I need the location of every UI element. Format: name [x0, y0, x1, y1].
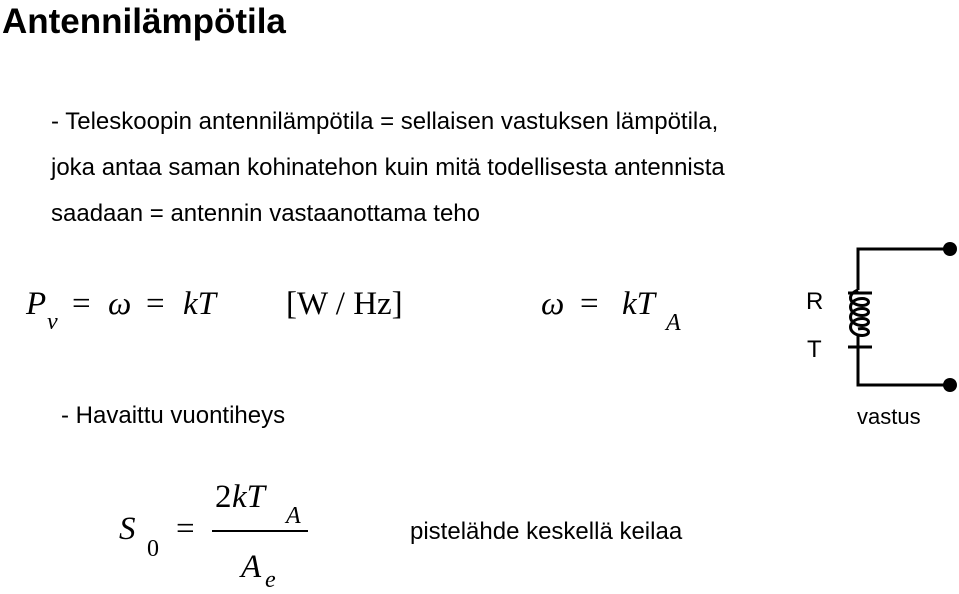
eq2-kt: kT	[622, 286, 655, 322]
eq3-denominator-subscript: e	[265, 567, 276, 593]
terminal-bottom-icon	[943, 378, 957, 392]
eq3-subscript-0: 0	[147, 536, 159, 562]
eq1-equals-b: =	[146, 286, 165, 322]
eq2-omega: ω	[541, 286, 565, 322]
circuit-label-r: R	[806, 288, 824, 315]
eq1-p: P	[26, 286, 47, 322]
circuit-wire-bottom	[858, 335, 950, 385]
eq3-numerator-kt: kT	[232, 479, 265, 515]
circuit-label-t: T	[807, 336, 822, 363]
bullet-2: - Havaittu vuontiheys	[61, 402, 286, 429]
eq1-omega: ω	[108, 286, 132, 322]
eq1-equals-a: =	[72, 286, 91, 322]
eq3-equals: =	[176, 511, 195, 547]
eq2-a-subscript: A	[666, 310, 681, 336]
page-title: Antennilämpötila	[2, 2, 286, 41]
eq1-kt: kT	[183, 286, 216, 322]
bullet-line-1: - Teleskoopin antennilämpötila = sellaisen vastuksen lämpötila,	[51, 108, 719, 135]
eq3-numerator-2: 2	[215, 479, 232, 515]
eq3-denominator-a: A	[241, 549, 262, 585]
circuit-caption: vastus	[857, 404, 921, 429]
eq3-numerator-subscript: A	[286, 503, 301, 529]
resistor-coil	[851, 290, 869, 335]
terminal-top-icon	[943, 242, 957, 256]
bullet-line-2: joka antaa saman kohinatehon kuin mitä todellisesta antennista	[51, 154, 725, 181]
eq3-caption: pistelähde keskellä keilaa	[410, 518, 683, 545]
eq3-fraction-bar	[212, 530, 308, 532]
eq1-nu-subscript: ν	[47, 309, 58, 335]
eq1-unit: [W / Hz]	[286, 286, 403, 322]
bullet-line-3: saadaan = antennin vastaanottama teho	[51, 200, 480, 227]
eq2-equals: =	[580, 286, 599, 322]
circuit-wire-top	[858, 249, 950, 290]
eq3-s: S	[119, 511, 136, 547]
